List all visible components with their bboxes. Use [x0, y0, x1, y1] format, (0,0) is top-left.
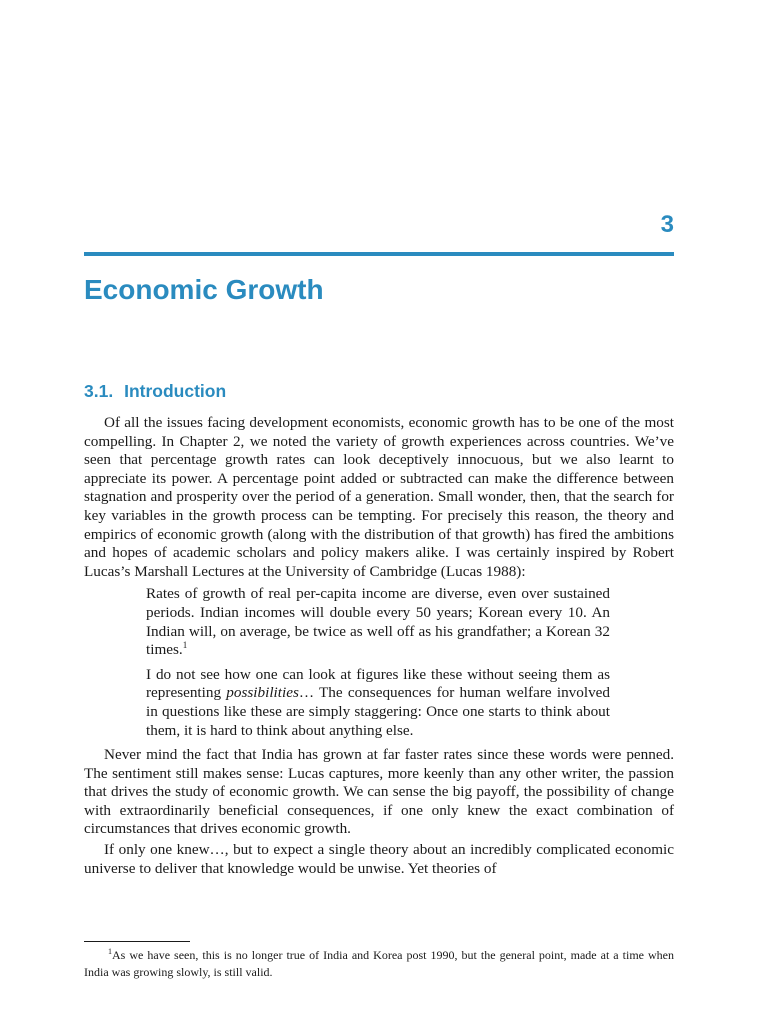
- quote-paragraph-1: [146, 585, 610, 659]
- body-text: [84, 414, 674, 878]
- block-quote: [84, 585, 674, 740]
- paragraph-theories: If only one knew…, but to expect a single theory about an incredibly complicated economic universe to deliver that knowledge would be unwise. Yet theories of: [84, 841, 674, 877]
- footnote-text: As we have seen, this is no longer true of India and Korea post 1990, but the general point, made at a time when India was growing slowly, is still valid.: [84, 948, 674, 979]
- paragraph-lucas: Never mind the fact that India has grown at far faster rates since these words were penned. The sentiment still makes sense: Lucas captures, more keenly than any other writer, the passion that drives the study of economic growth. We can sense the big payoff, the possibility of change with extraordinarily beneficial consequences, if one only knew the exact combination of circumstances that drives economic growth.: [84, 746, 674, 838]
- footnote-marker: 1: [108, 947, 112, 956]
- paragraph-intro: Of all the issues facing development economists, economic growth has to be one of the most compelling. In Chapter 2, we noted the variety of growth experiences across countries. We’ve seen that percentage growth rates can look deceptively innocuous, but we also learnt to appreciate its power. A percentage point added or subtracted can make the difference between stagnation and prosperity over the period of a generation. Small wonder, then, that the search for key variables in the growth process can be tempting. For precisely this reason, the theory and empirics of economic growth (along with the distribution of that growth) has fired the ambitions and hopes of academic scholars and policy makers alike. I was certainly inspired by Robert Lucas’s Marshall Lectures at the University of Cambridge (Lucas 1988):: [84, 414, 674, 580]
- chapter-title: Economic Growth: [84, 274, 324, 305]
- book-page: [84, 0, 674, 1024]
- chapter-rule: [84, 252, 674, 256]
- footnote-reference[interactable]: 1: [182, 640, 188, 651]
- section-title: Introduction: [124, 381, 227, 401]
- quote-text-1: Rates of growth of real per-capita income are diverse, even over sustained periods. Indian incomes will double every 50 years; Korean every 10. An Indian will, on average, be twice as well off as his grandfather; a Korean 32 times.: [146, 585, 610, 659]
- quote-text-2b: … The consequences for human welfare involved in questions like these are simply staggering: Once one starts to think about them, it is hard to think about anything else.: [146, 684, 610, 739]
- quote-paragraph-2: [146, 666, 610, 740]
- footnote: [84, 947, 674, 981]
- section-heading: [84, 379, 226, 403]
- chapter-number: 3: [660, 211, 674, 238]
- quote-text-2a: I do not see how one can look at figures like these without seeing them as representing: [146, 665, 610, 702]
- section-number: 3.1.: [84, 381, 114, 401]
- quote-italic-word: possibilities: [226, 684, 299, 702]
- footnote-rule: [84, 941, 190, 942]
